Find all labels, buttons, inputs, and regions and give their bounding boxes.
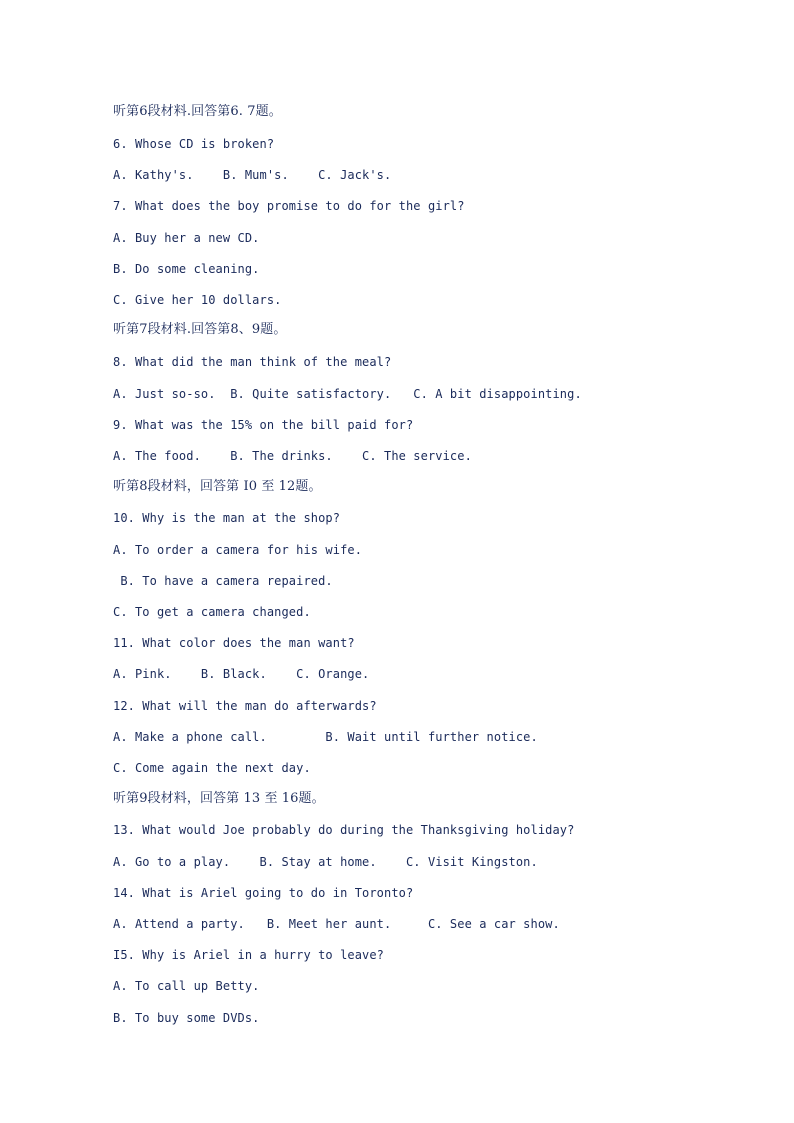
question-14: 14. What is Ariel going to do in Toronto?: [113, 886, 414, 900]
question-9-options: A. The food. B. The drinks. C. The service.: [113, 449, 472, 463]
question-7-option-c: C. Give her 10 dollars.: [113, 293, 282, 307]
question-8-options: A. Just so-so. B. Quite satisfactory. C. A bit disappointing.: [113, 387, 582, 401]
question-15: I5. Why is Ariel in a hurry to leave?: [113, 948, 385, 962]
question-12-options: A. Make a phone call. B. Wait until further notice.: [113, 730, 538, 744]
question-10-option-c: C. To get a camera changed.: [113, 605, 311, 619]
question-11: 11. What color does the man want?: [113, 636, 355, 650]
question-14-options: A. Attend a party. B. Meet her aunt. C. See a car show.: [113, 917, 560, 931]
question-7-option-b: B. Do some cleaning.: [113, 262, 260, 276]
question-10-option-a: A. To order a camera for his wife.: [113, 543, 363, 557]
question-6: 6. Whose CD is broken?: [113, 137, 275, 151]
section-heading-8: 听第8段材料，回答第 I0 至 12题。: [113, 479, 322, 494]
section-heading-9: 听第9段材料，回答第 13 至 16题。: [113, 791, 325, 806]
section-heading-7: 听第7段材料.回答第8、9题。: [113, 322, 287, 337]
question-7-option-a: A. Buy her a new CD.: [113, 231, 260, 245]
section-heading-6: 听第6段材料.回答第6. 7题。: [113, 104, 282, 119]
question-8: 8. What did the man think of the meal?: [113, 355, 392, 369]
question-11-options: A. Pink. B. Black. C. Orange.: [113, 667, 370, 681]
question-7: 7. What does the boy promise to do for the girl?: [113, 199, 465, 213]
question-13: 13. What would Joe probably do during the Thanksgiving holiday?: [113, 823, 575, 837]
question-15-option-b: B. To buy some DVDs.: [113, 1011, 260, 1025]
question-12-option-c: C. Come again the next day.: [113, 761, 311, 775]
question-15-option-a: A. To call up Betty.: [113, 979, 260, 993]
question-6-options: A. Kathy's. B. Mum's. C. Jack's.: [113, 168, 392, 182]
question-10: 10. Why is the man at the shop?: [113, 511, 341, 525]
question-12: 12. What will the man do afterwards?: [113, 699, 377, 713]
question-13-options: A. Go to a play. B. Stay at home. C. Visit Kingston.: [113, 855, 538, 869]
question-10-option-b: B. To have a camera repaired.: [113, 574, 333, 588]
question-9: 9. What was the 15% on the bill paid for?: [113, 418, 414, 432]
